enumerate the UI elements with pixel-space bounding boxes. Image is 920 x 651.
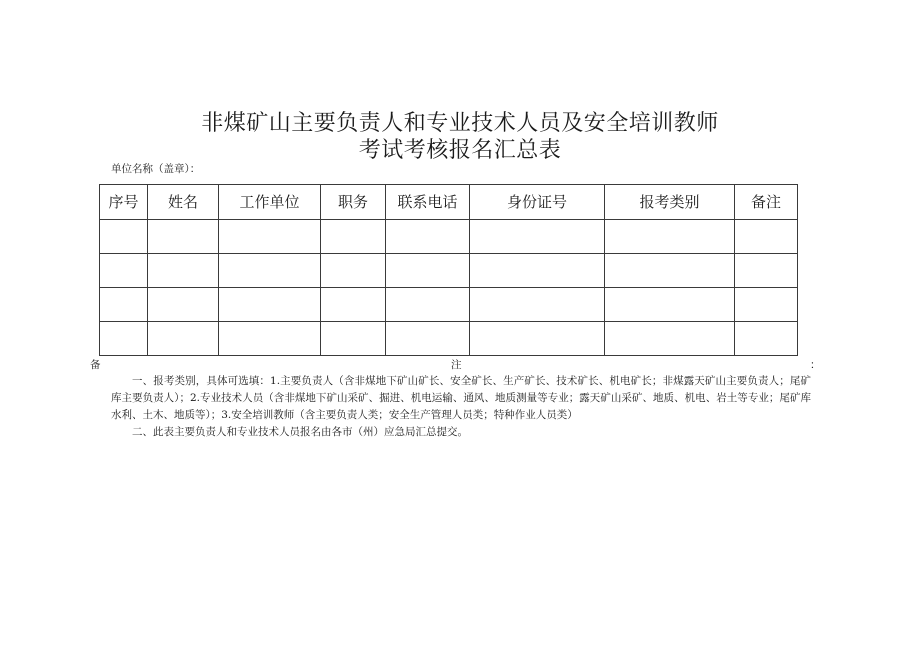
cell-serial-no[interactable] bbox=[100, 220, 148, 254]
remark-label-colon: ： bbox=[810, 359, 821, 371]
cell-serial-no[interactable] bbox=[100, 254, 148, 288]
cell-remarks[interactable] bbox=[735, 322, 798, 356]
cell-id-number[interactable] bbox=[470, 220, 605, 254]
cell-remarks[interactable] bbox=[735, 254, 798, 288]
cell-phone[interactable] bbox=[386, 288, 470, 322]
cell-name[interactable] bbox=[148, 322, 219, 356]
remark-notes bbox=[111, 373, 811, 441]
cell-remarks[interactable] bbox=[735, 220, 798, 254]
header-position: 职务 bbox=[321, 185, 386, 220]
cell-exam-category[interactable] bbox=[605, 220, 735, 254]
table-row bbox=[100, 254, 798, 288]
cell-serial-no[interactable] bbox=[100, 322, 148, 356]
cell-remarks[interactable] bbox=[735, 288, 798, 322]
cell-phone[interactable] bbox=[386, 254, 470, 288]
cell-work-unit[interactable] bbox=[219, 288, 321, 322]
header-exam-category: 报考类别 bbox=[605, 185, 735, 220]
header-phone: 联系电话 bbox=[386, 185, 470, 220]
cell-exam-category[interactable] bbox=[605, 254, 735, 288]
cell-id-number[interactable] bbox=[470, 322, 605, 356]
note-item-1: 一、报考类别，具体可选填：1.主要负责人（含非煤地下矿山矿长、安全矿长、生产矿长、技术矿长、机电矿长；非煤露天矿山主要负责人；尾矿库主要负责人）；2.专业技术人员（含非煤地下矿山采矿、掘进、机电运输、通风、地质测量等专业；露天矿山采矿、地质、机电、岩土等专业；尾矿库水利、土木、地质等）；3.安全培训教师（含主要负责人类；安全生产管理人员类；特种作业人员类） bbox=[111, 375, 811, 421]
header-serial-no: 序号 bbox=[100, 185, 148, 220]
header-remarks: 备注 bbox=[735, 185, 798, 220]
cell-position[interactable] bbox=[321, 220, 386, 254]
table-row bbox=[100, 288, 798, 322]
cell-phone[interactable] bbox=[386, 220, 470, 254]
table-header-row bbox=[100, 185, 798, 220]
cell-exam-category[interactable] bbox=[605, 288, 735, 322]
table-row bbox=[100, 322, 798, 356]
cell-position[interactable] bbox=[321, 322, 386, 356]
header-name: 姓名 bbox=[148, 185, 219, 220]
remark-label-left: 备 bbox=[90, 359, 101, 371]
cell-position[interactable] bbox=[321, 254, 386, 288]
page-title-line2: 考试考核报名汇总表 bbox=[358, 138, 562, 163]
cell-id-number[interactable] bbox=[470, 288, 605, 322]
cell-work-unit[interactable] bbox=[219, 254, 321, 288]
cell-name[interactable] bbox=[148, 254, 219, 288]
header-id-number: 身份证号 bbox=[470, 185, 605, 220]
cell-work-unit[interactable] bbox=[219, 322, 321, 356]
remark-label-mid: 注 bbox=[451, 359, 462, 371]
unit-name-label: 单位名称（盖章）： bbox=[111, 163, 201, 175]
header-work-unit: 工作单位 bbox=[219, 185, 321, 220]
cell-position[interactable] bbox=[321, 288, 386, 322]
cell-serial-no[interactable] bbox=[100, 288, 148, 322]
cell-work-unit[interactable] bbox=[219, 220, 321, 254]
remark-label-line bbox=[90, 358, 822, 372]
cell-name[interactable] bbox=[148, 220, 219, 254]
cell-exam-category[interactable] bbox=[605, 322, 735, 356]
cell-id-number[interactable] bbox=[470, 254, 605, 288]
cell-phone[interactable] bbox=[386, 322, 470, 356]
registration-table bbox=[99, 184, 798, 356]
note-item-2: 二、此表主要负责人和专业技术人员报名由各市（州）应急局汇总提交。 bbox=[132, 426, 468, 438]
table-row bbox=[100, 220, 798, 254]
cell-name[interactable] bbox=[148, 288, 219, 322]
page-title-line1: 非煤矿山主要负责人和专业技术人员及安全培训教师 bbox=[201, 111, 719, 136]
